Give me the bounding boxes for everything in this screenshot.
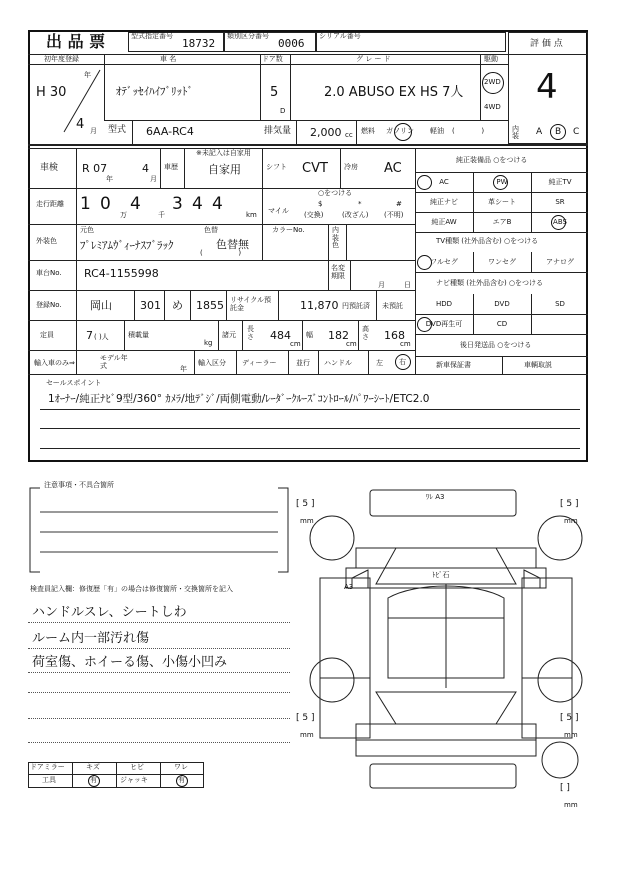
notes-label: 注意事項・不具合箇所 [44, 481, 114, 489]
color-change-value: 色替無 [216, 238, 249, 251]
legend-jack: ジャッキ [120, 776, 148, 784]
model-code: 6AA-RC4 [146, 125, 194, 138]
equip-divider [415, 272, 588, 273]
equip-divider [415, 334, 588, 335]
car-diagram [296, 478, 596, 818]
interior-b: B [555, 127, 562, 137]
diagram-side-mark: A3 [344, 583, 354, 591]
mile-sub-exchange: (交換) [304, 211, 324, 219]
door-type: D [280, 107, 286, 115]
expiry-month: 月 [378, 281, 385, 289]
mile-opt-dollar: $ [318, 200, 323, 208]
first-reg-era: H 30 [36, 85, 67, 100]
color-paren: ( ) [200, 249, 242, 257]
fuel-gas: ガソリン [386, 127, 414, 135]
cc-unit: cc [345, 131, 353, 139]
score-label: 評 価 点 [530, 39, 563, 49]
equip-divider [531, 314, 532, 334]
equip-item: フルセグ [430, 258, 458, 266]
hei-value: 168 [384, 329, 405, 342]
equip-divider [415, 212, 588, 213]
equip-item: SD [555, 300, 565, 308]
class-no-label: 類別区分番号 [227, 32, 269, 40]
equip-item: 純正AW [431, 218, 457, 226]
capacity-label: 定員 [40, 331, 54, 339]
wid-label: 幅 [306, 331, 313, 339]
equip-divider [415, 232, 588, 233]
ac-value: AC [384, 161, 402, 176]
load-label: 積載量 [128, 331, 149, 339]
history-label: 車歴 [164, 163, 178, 171]
mileage-digit: 3 [172, 194, 183, 214]
drive-2wd: 2WD [484, 78, 501, 86]
reg-kana: め [172, 299, 183, 312]
grade-value: 2.0 ABUSO EX HS 7人 [324, 85, 464, 100]
equip-divider [415, 192, 588, 193]
tread-depth: [ 5 ] [560, 713, 579, 723]
equip-item: DVD再生可 [425, 320, 463, 328]
inspect-value: R 07 [82, 162, 108, 175]
first-reg-year-unit: 年 [84, 71, 91, 79]
sales-text: 1ｵｰﾅｰ/純正ﾅﾋﾞ9型/360° ｶﾒﾗ/地ﾃﾞｼﾞ/両側電動/ﾚｰﾀﾞｰｸﾙｰｽﾞｺﾝﾄﾛｰﾙ/ﾊﾟﾜｰｼｰﾄ/ETC2.0 [48, 393, 430, 405]
form-title: 出 品 票 [46, 32, 106, 51]
equip-item: 革シート [488, 198, 516, 206]
handle-left: 左 [376, 359, 383, 367]
size-label: 諸元 [222, 331, 236, 339]
tread-unit: mm [564, 517, 578, 525]
later-warranty: 新車保証書 [436, 361, 471, 369]
import-year-unit: 年 [180, 365, 187, 373]
equip-divider [415, 314, 588, 315]
tread-depth: [ 5 ] [296, 499, 315, 509]
interior-label: 内装 [512, 125, 519, 140]
expiry-day: 日 [404, 281, 411, 289]
notes-bracket [28, 486, 290, 574]
mileage-digit: 4 [192, 194, 203, 214]
equip-item: 純正ナビ [430, 198, 458, 206]
car-name-value: ｵﾃﾞｯｾｲﾊｲﾌﾞﾘｯﾄﾞ [116, 85, 193, 98]
handle-right: 右 [399, 358, 406, 366]
equip-circle [493, 175, 508, 190]
equip-item: SR [555, 198, 565, 206]
legend-ware: ワレ [174, 763, 188, 771]
inspect-month: 4 [142, 162, 149, 175]
note-line-1: ハンドルスレ、シートしわ [32, 605, 187, 620]
import-parallel: 並行 [296, 359, 310, 367]
len-value: 484 [270, 329, 291, 342]
mileage-digit: 1 [80, 194, 91, 214]
diagram-center-mark: ﾄﾋﾞ石 [432, 571, 450, 579]
wid-unit: cm [346, 340, 357, 348]
model-year-label: モデル年式 [100, 354, 128, 371]
car-name-label: 車 名 [160, 55, 177, 63]
tread-unit: mm [564, 731, 578, 739]
equip-item: アナログ [546, 258, 574, 266]
legend-tool: 工具 [42, 776, 56, 784]
model-label: 型式 [108, 125, 127, 135]
legend-jack-yes: 有 [178, 776, 185, 784]
tread-unit: mm [300, 517, 314, 525]
door-label: ドア数 [262, 55, 283, 63]
equip-item: 純正TV [548, 178, 572, 186]
hei-label: 高さ [362, 325, 369, 342]
class-no-value: 0006 [278, 37, 305, 50]
mile-opt-hash: # [396, 200, 402, 208]
equip-item: PW [496, 178, 508, 186]
tread-depth: [ ] [560, 783, 570, 793]
drive-label: 駆動 [484, 55, 498, 63]
inspect-label: 車検 [40, 163, 59, 173]
len-label: 長さ [247, 325, 254, 342]
note-line-3: 荷室傷、ホイーる傷、小傷小凹み [32, 655, 228, 670]
mileage-digit: 4 [130, 194, 141, 214]
hei-unit: cm [400, 340, 411, 348]
inspect-month-unit: 月 [150, 175, 157, 183]
equip-item: エアB [492, 218, 512, 226]
mileage-digit: 0 [100, 194, 111, 214]
fuel-paren: ( ) [452, 127, 485, 135]
mileage-man: 万 [120, 211, 127, 219]
interior-c: C [573, 127, 580, 137]
mile-sub-unknown: (不明) [384, 211, 404, 219]
recycle-unit: 円預託済 [342, 302, 370, 310]
colorno-label: カラーNo. [272, 226, 305, 234]
later-title: 後日発送品 ○をつける [460, 341, 532, 349]
ac-label: 冷房 [344, 163, 358, 171]
shift-value: CVT [302, 161, 328, 176]
model-no-label: 型式指定番号 [131, 32, 173, 40]
color-value: ﾌﾟﾚﾐｱﾑｳﾞｨｰﾅｽﾌﾞﾗｯｸ [80, 239, 174, 252]
mileage-label: 走行距離 [36, 200, 64, 208]
reg-label: 登録No. [36, 301, 62, 309]
interior-a: A [536, 127, 543, 137]
len-unit: cm [290, 340, 301, 348]
tread-depth: [ 5 ] [296, 713, 315, 723]
mile-sub-tamper: (改ざん) [342, 211, 369, 219]
fuel-light: 軽油 [430, 127, 444, 135]
equip-circle [417, 255, 432, 270]
first-reg-month: 4 [76, 117, 85, 132]
interior-color-label: 内装色 [332, 226, 339, 250]
grade-label: グ レ ー ド [356, 55, 391, 63]
recycle-none: 未預託 [382, 302, 403, 310]
nav-title: ナビ種類 (社外品含む) ○をつける [436, 279, 544, 287]
equip-item: CD [496, 320, 508, 328]
later-manual: 車輌取説 [524, 361, 552, 369]
tread-unit: mm [564, 801, 578, 809]
equip-circle [417, 317, 432, 332]
legend-kizu: キズ [86, 763, 100, 771]
model-no-value: 18732 [182, 37, 216, 50]
diagram-top-mark: ﾜﾚ A3 [426, 493, 445, 501]
mile-hint: ○をつける [318, 189, 353, 197]
disp-label: 排気量 [264, 126, 292, 136]
handle-label: ハンドル [324, 359, 352, 367]
drive-4wd: 4WD [484, 103, 501, 111]
load-unit: kg [204, 339, 213, 347]
import-dealer: ディーラー [242, 359, 277, 367]
door-count: 5 [270, 85, 279, 100]
shift-label: シフト [266, 163, 287, 171]
equip-item: AC [439, 178, 449, 186]
legend-tool-yes: 有 [90, 776, 97, 784]
mile-opt-star: * [358, 200, 362, 208]
capacity-unit: ( )人 [94, 333, 109, 341]
mileage-sen: 千 [158, 211, 165, 219]
chassis-label: 車台No. [36, 269, 62, 277]
serial-label: シリアル番号 [319, 32, 361, 40]
mileage-km: km [246, 211, 257, 219]
equip-circle [417, 175, 432, 190]
color-change-label: 色替 [204, 226, 218, 234]
tv-title: TV種類 (社外品含む) ○をつける [436, 237, 539, 245]
mile-opt-mile: マイル [268, 207, 289, 215]
tread-depth: [ 5 ] [560, 499, 579, 509]
equip-item: DVD [494, 300, 510, 308]
reg-num: 1855 [196, 299, 224, 312]
first-reg-label: 初年度登録 [44, 55, 79, 63]
color-orig-label: 元色 [80, 226, 94, 234]
legend-mirror: ドアミラー [30, 763, 65, 771]
sales-label: セールスポイント [46, 379, 102, 387]
chassis-value: RC4-1155998 [84, 267, 159, 280]
wid-value: 182 [328, 329, 349, 342]
expiry-label: 名変期限 [331, 264, 345, 281]
history-note: ※未記入は自家用 [196, 149, 251, 157]
first-reg-month-unit: 月 [90, 127, 97, 135]
fuel-label: 燃料 [361, 127, 375, 135]
history-value: 自家用 [208, 163, 241, 176]
reg-class: 301 [140, 299, 161, 312]
displacement: 2,000 [310, 126, 342, 139]
mileage-digit: 4 [212, 194, 223, 214]
score-value: 4 [536, 67, 558, 107]
capacity-value: 7 [86, 329, 93, 342]
inspect-year: 年 [106, 175, 113, 183]
recycle-value: 11,870 [300, 299, 339, 312]
note-line-2: ルーム内一部汚れ傷 [32, 631, 150, 646]
equip-title: 純正装備品 ○をつける [456, 156, 528, 164]
import-div-label: 輸入区分 [198, 359, 226, 367]
import-label: 輸入車のみ⇒ [34, 359, 75, 367]
equip-item: HDD [435, 300, 453, 308]
color-label: 外装色 [36, 237, 57, 245]
recycle-label: リサイクル預託金 [230, 296, 272, 313]
reg-area: 岡山 [90, 299, 112, 312]
equip-item: ワンセグ [488, 258, 516, 266]
legend-hibi: ヒビ [130, 763, 144, 771]
inspector-label: 検査員記入欄：修復歴「有」の場合は修復箇所・交換箇所を記入 [30, 585, 233, 593]
equip-circle [551, 215, 566, 230]
tread-unit: mm [300, 731, 314, 739]
equip-item: ABS [553, 218, 567, 226]
